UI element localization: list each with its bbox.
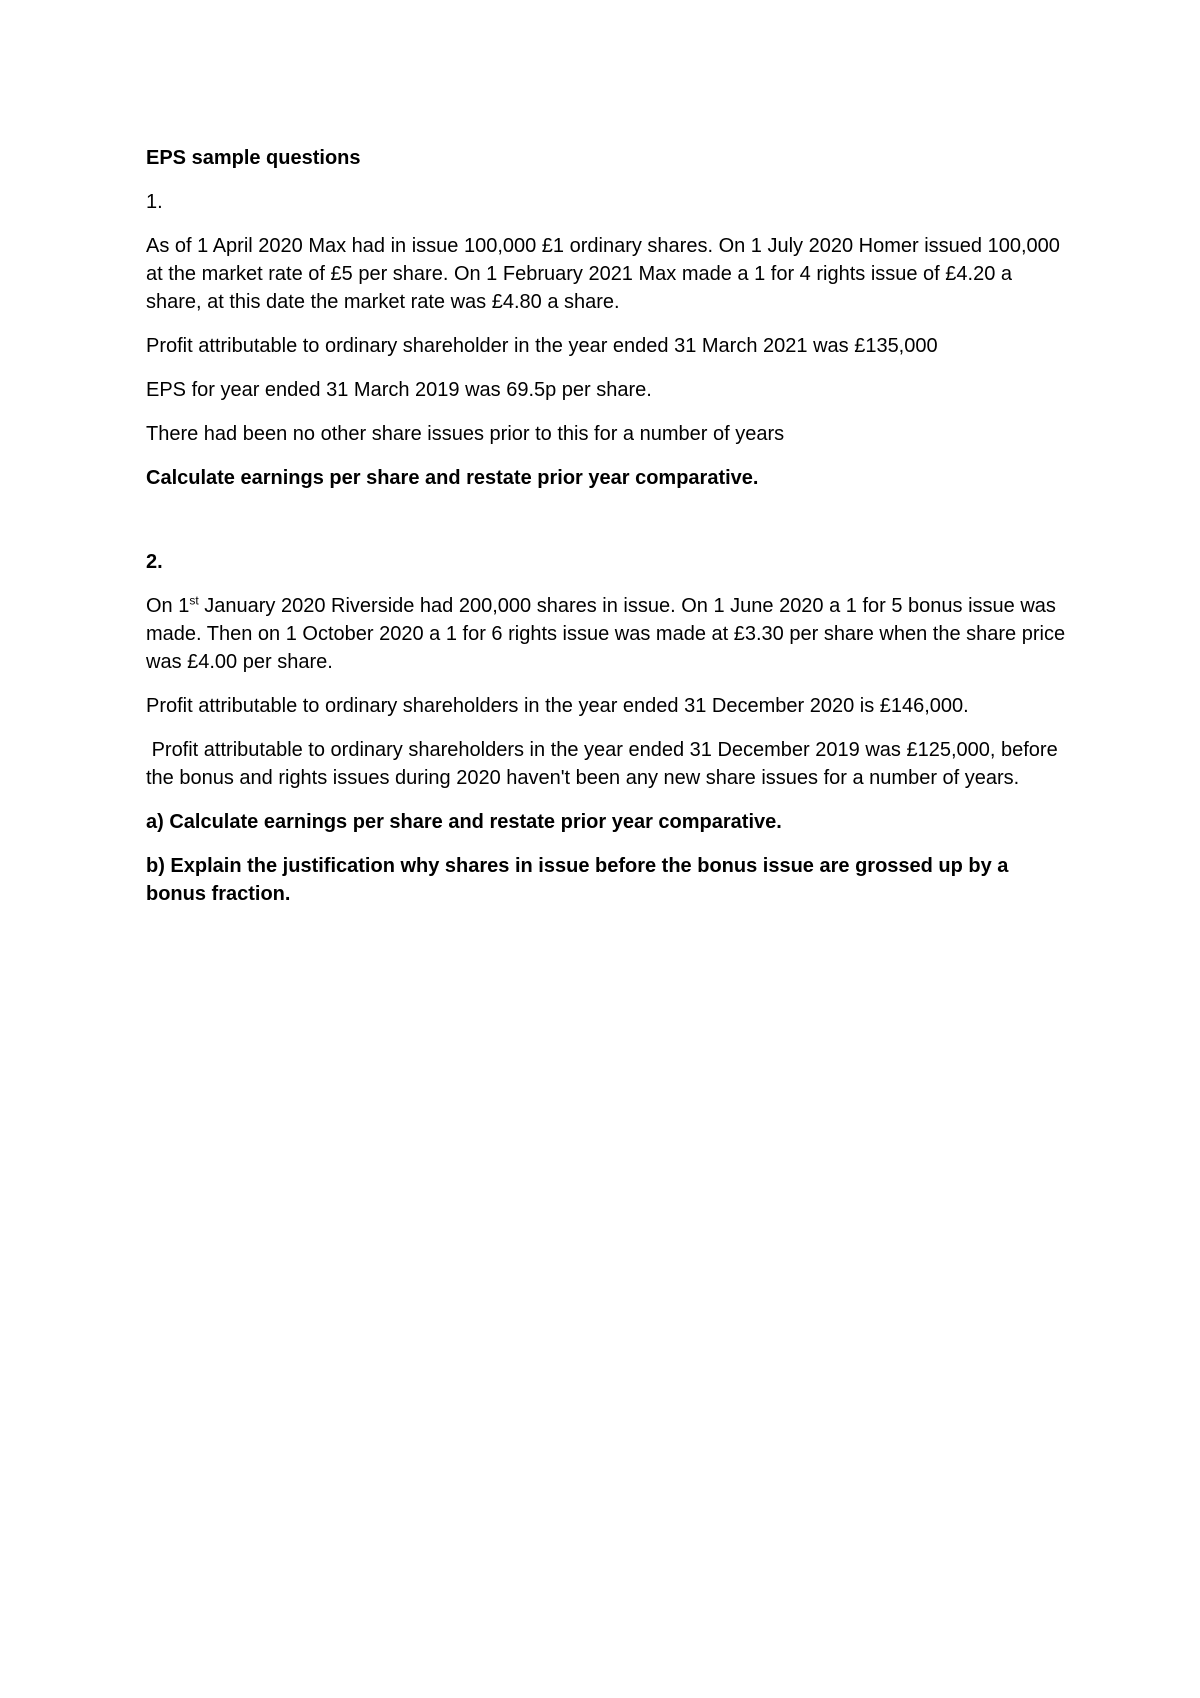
question-1-task: Calculate earnings per share and restate prior year comparative. bbox=[146, 467, 759, 489]
ordinal-suffix: st bbox=[189, 593, 199, 608]
document-content bbox=[146, 144, 1071, 924]
question-1-paragraph-2: Profit attributable to ordinary shareholder in the year ended 31 March 2021 was £135,000 bbox=[146, 335, 938, 357]
question-2-paragraph-2: Profit attributable to ordinary shareholders in the year ended 31 December 2020 is £146,000. bbox=[146, 695, 969, 717]
question-1-paragraph-1: As of 1 April 2020 Max had in issue 100,000 £1 ordinary shares. On 1 July 2020 Homer issued 100,000 at the market rate of £5 per share. On 1 February 2021 Max made a 1 for 4 rights issue of £4.20 a share, at this date the market rate was £4.80 a share. bbox=[146, 235, 1060, 313]
question-2-paragraph-1-rest: January 2020 Riverside had 200,000 shares in issue. On 1 June 2020 a 1 for 5 bonus issue was made. Then on 1 October 2020 a 1 for 6 rights issue was made at £3.30 per share when the share price was £4.00 per share. bbox=[146, 595, 1066, 673]
question-1-number: 1. bbox=[146, 191, 163, 213]
question-1-paragraph-3: EPS for year ended 31 March 2019 was 69.5p per share. bbox=[146, 379, 652, 401]
question-2-paragraph-3: Profit attributable to ordinary shareholders in the year ended 31 December 2019 was £125,000, before the bonus and rights issues during 2020 haven't been any new share issues for a number of years. bbox=[146, 739, 1064, 789]
question-2-paragraph-1 bbox=[146, 592, 1071, 676]
question-2-number: 2. bbox=[146, 551, 163, 573]
question-2-paragraph-1-start: On 1 bbox=[146, 595, 190, 617]
question-2-task-b: b) Explain the justification why shares in issue before the bonus issue are grossed up by a bonus fraction. bbox=[146, 855, 1009, 905]
question-1-paragraph-4: There had been no other share issues prior to this for a number of years bbox=[146, 423, 785, 445]
section-spacer bbox=[146, 508, 1071, 548]
question-2-task-a: a) Calculate earnings per share and restate prior year comparative. bbox=[146, 811, 782, 833]
document-title: EPS sample questions bbox=[146, 147, 361, 169]
